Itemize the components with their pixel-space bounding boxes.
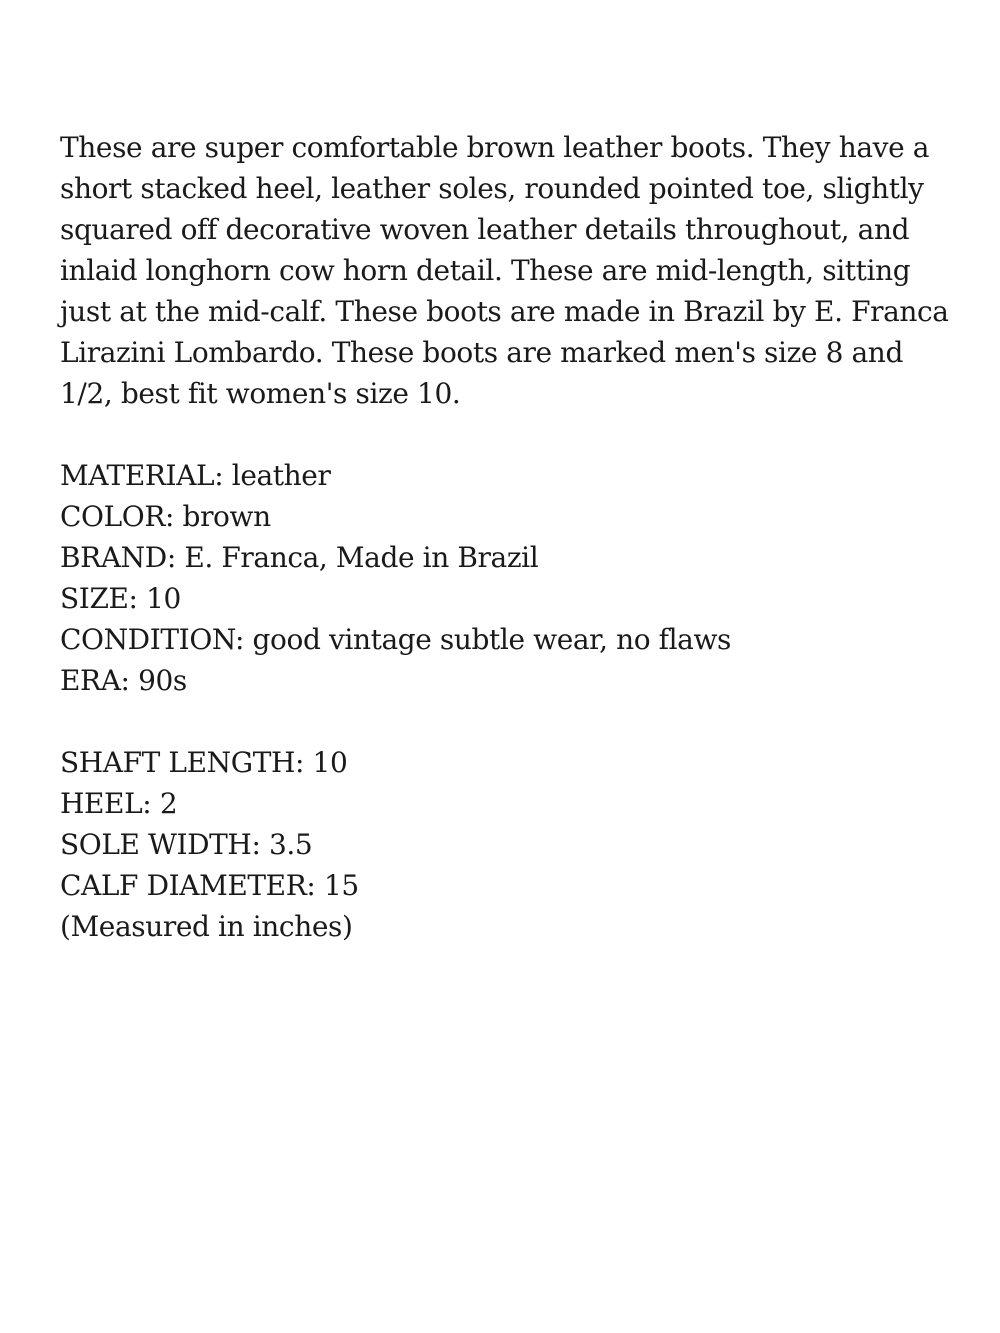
description-line: Lirazini Lombardo. These boots are marked men's size 8 and	[60, 336, 903, 369]
detail-era: ERA: 90s	[60, 664, 187, 697]
description-line: inlaid longhorn cow horn detail. These are mid-length, sitting	[60, 254, 911, 287]
description-paragraph	[60, 127, 960, 414]
listing-description	[60, 127, 960, 947]
measurements-list	[60, 742, 960, 947]
measurement-heel: HEEL: 2	[60, 787, 178, 820]
paragraph-spacer	[60, 414, 960, 455]
description-line: short stacked heel, leather soles, rounded pointed toe, slightly	[60, 172, 924, 205]
description-line: just at the mid-calf. These boots are made in Brazil by E. Franca	[60, 295, 949, 328]
measurement-sole-width: SOLE WIDTH: 3.5	[60, 828, 313, 861]
measurement-unit-note: (Measured in inches)	[60, 910, 353, 943]
description-line: squared off decorative woven leather details throughout, and	[60, 213, 910, 246]
detail-brand: BRAND: E. Franca, Made in Brazil	[60, 541, 539, 574]
detail-condition: CONDITION: good vintage subtle wear, no flaws	[60, 623, 732, 656]
description-line: These are super comfortable brown leather boots. They have a	[60, 131, 930, 164]
detail-color: COLOR: brown	[60, 500, 271, 533]
detail-size: SIZE: 10	[60, 582, 181, 615]
paragraph-spacer	[60, 701, 960, 742]
details-list	[60, 455, 960, 701]
measurement-calf-diameter: CALF DIAMETER: 15	[60, 869, 359, 902]
description-line: 1/2, best fit women's size 10.	[60, 377, 461, 410]
measurement-shaft-length: SHAFT LENGTH: 10	[60, 746, 348, 779]
detail-material: MATERIAL: leather	[60, 459, 331, 492]
